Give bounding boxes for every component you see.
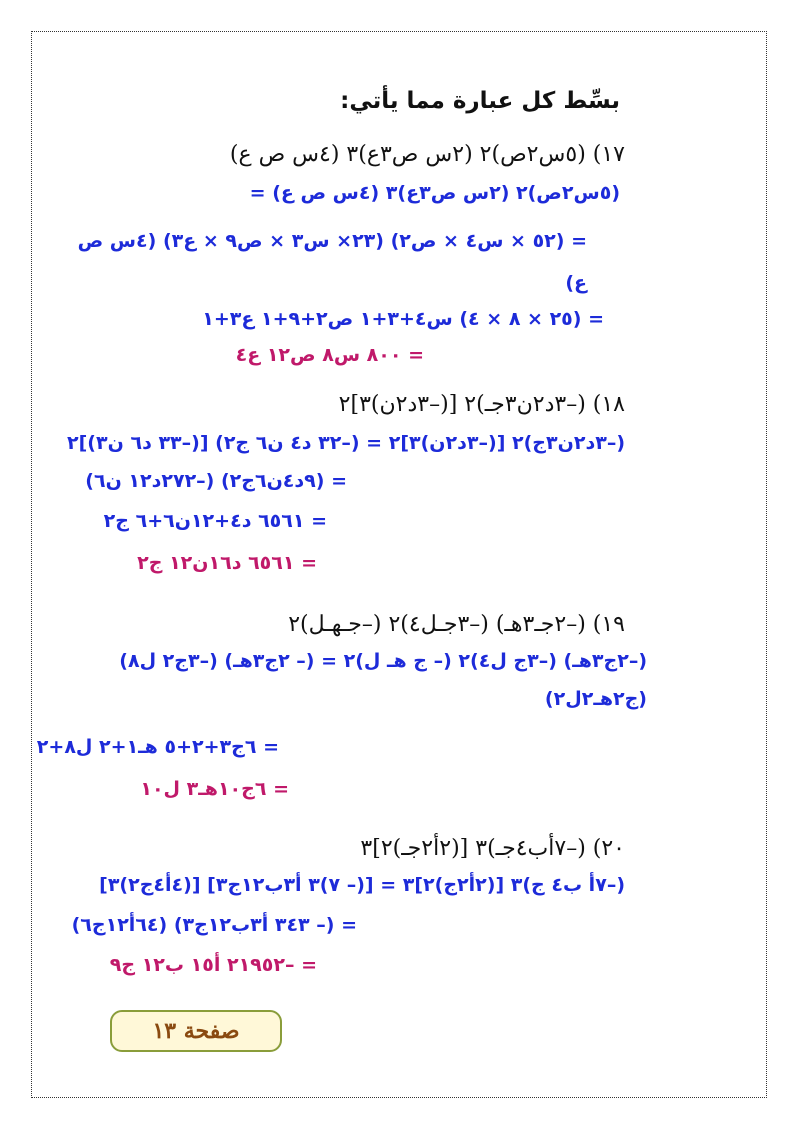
p17-step-2: = (٥٢ × س٤ × ص٢) (٢٣× س٣ × ص٩ × ع٣) (٤س ص [77, 230, 587, 252]
p19-step-1: (–٢ج٣هـ) (–٣ج ل٤)٢ (– ج هـ ل)٢ = (– ٢ج٣هـ) (–٣ج٢ ل٨) [119, 650, 647, 672]
p19-step-1-cont: (ج٢هـ٢ل٢) [544, 688, 647, 710]
p19-answer: = ٦ج١٠هـ٣ ل١٠ [140, 778, 289, 800]
p18-step-2: = (٩د٤ن٦ج٢) (–٢٧٢د١٢ ن٦) [85, 470, 347, 492]
p17-step-3: = (٢٥ × ٨ × ٤) س٤+٣+١ ص٢+٩+١ ع٣+١ [202, 308, 604, 330]
p17-answer: = ٨٠٠ س٨ ص١٢ ع٤ [235, 344, 424, 366]
page-number-badge [110, 1010, 282, 1052]
p17-step-1: (٥س٢ص)٢ (٢س ص٣ع)٣ (٤س ص ع) = [249, 182, 620, 204]
p19-step-2: = ٦ج٣+٢+٥ هـ١+٢ ل٨+٢ [36, 736, 279, 758]
problem-20: ٢٠) (–٧أب٤جـ)٣ [(٢أ٢جـ)٢]٣ [360, 836, 625, 861]
p17-step-2-cont: ع) [565, 272, 587, 294]
page-number-label: صفحة ١٣ [152, 1018, 240, 1044]
p18-step-3: = ٦٥٦١ د٤+١٢ن٦+٦ ج٢ [103, 510, 327, 532]
p18-step-1: (–٣د٢ن٣ج)٢ [(–٣د٢ن)٣]٢ = (–٣٢ د٤ ن٦ ج٢) [(–٣٣ د٦ ن٣)]٢ [67, 432, 625, 454]
p18-answer: = ٦٥٦١ د١٦ن١٢ ج٢ [137, 552, 317, 574]
p20-step-1: (–٧أ ب٤ ج)٣ [(٢أ٢ج)٢]٣ = [(– ٧)٣ أ٣ب١٢ج٣] [(٤أ٤ج٢)٣] [99, 874, 625, 896]
problem-17: ١٧) (٥س٢ص)٢ (٢س ص٣ع)٣ (٤س ص ع) [229, 142, 625, 167]
problem-18: ١٨) (–٣د٢ن٣جـ)٢ [(–٣د٢ن)٣]٢ [338, 392, 625, 417]
exercise-heading: بسِّط كل عبارة مما يأتي: [340, 88, 620, 114]
p20-step-2: = (– ٣٤٣ أ٣ب١٢ج٣) (٦٤أ١٢ج٦) [71, 914, 357, 936]
p20-answer: = –٢١٩٥٢ أ١٥ ب١٢ ج٩ [109, 954, 317, 976]
problem-19: ١٩) (–٢جـ٣هـ) (–٣جـل٤)٢ (–جـهـل)٢ [288, 612, 625, 637]
